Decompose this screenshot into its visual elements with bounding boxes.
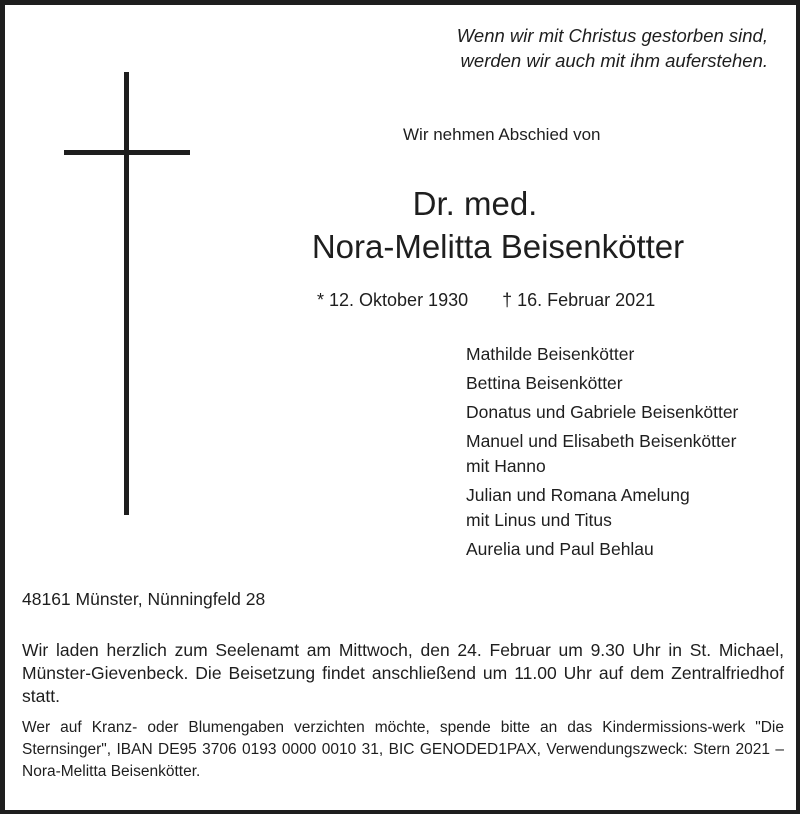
death-date: † 16. Februar 2021: [502, 290, 656, 310]
mourner-entry: Bettina Beisenkötter: [466, 373, 623, 393]
deceased-name: Nora-Melitta Beisenkötter: [311, 228, 685, 265]
bible-verse-line-1: Wenn wir mit Christus gestorben sind,: [456, 25, 768, 46]
life-dates: [317, 290, 655, 311]
birth-date: * 12. Oktober 1930: [317, 290, 469, 310]
mourner-entry: Donatus und Gabriele Beisenkötter: [466, 402, 739, 422]
bible-verse-line-2: werden wir auch mit ihm auferstehen.: [460, 50, 768, 71]
family-address: 48161 Münster, Nünningfeld 28: [22, 589, 266, 609]
mourner-entry: Mathilde Beisenkötter: [466, 344, 635, 364]
mourner-entry: Julian und Romana Amelung mit Linus und Titus: [466, 485, 690, 530]
cross-vertical-bar: [124, 72, 129, 515]
deceased-title: Dr. med.: [412, 185, 538, 222]
bible-verse: [457, 23, 768, 73]
intro-text: Wir nehmen Abschied von: [403, 125, 601, 144]
mourners-list: [466, 342, 738, 566]
cross-horizontal-bar: [64, 150, 190, 155]
mourner-entry: Manuel und Elisabeth Beisenkötter mit Hanno: [466, 431, 737, 476]
donation-request: Wer auf Kranz- oder Blumengaben verzichten möchte, spende bitte an das Kindermissions-werk "Die Sternsinger", IBAN DE95 3706 0193 0000 0010 31, BIC GENODED1PAX, Verwendungszweck: Stern 2021 – Nora-Melitta Beisenkötter.: [22, 719, 784, 780]
funeral-invitation: Wir laden herzlich zum Seelenamt am Mittwoch, den 24. Februar um 9.30 Uhr in St. Michael, Münster-Gievenbeck. Die Beisetzung findet anschließend um 11.00 Uhr auf dem Zentralfriedhof statt.: [22, 640, 784, 706]
mourner-entry: Aurelia und Paul Behlau: [466, 539, 654, 559]
